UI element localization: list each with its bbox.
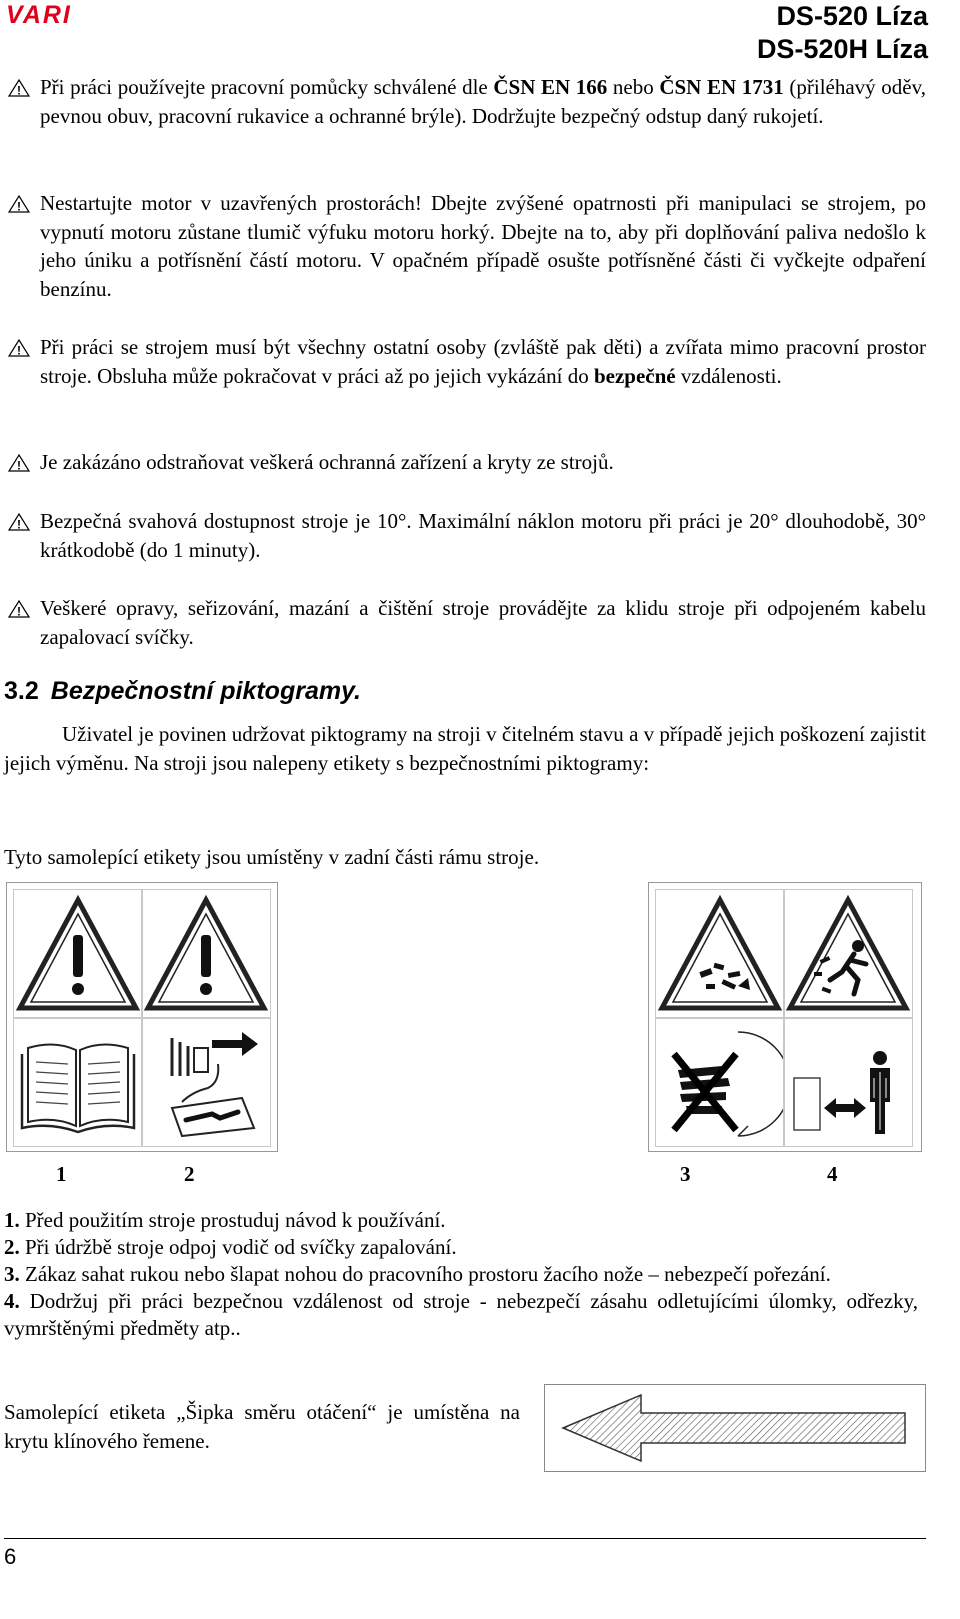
pictogram-number: 2 [184, 1162, 195, 1186]
warning-text-5: Bezpečná svahová dostupnost stroje je 10°. Maximální náklon motoru při práci je 20° dlouhodobě, 30° krátkodobě (do 1 minuty). [40, 509, 926, 562]
warning-text-4: Je zakázáno odstraňovat veškerá ochranná zařízení a kryty ze strojů. [40, 450, 614, 474]
page-number: 6 [4, 1544, 17, 1569]
warning-triangle-icon [8, 339, 30, 357]
location-paragraph: Tyto samolepící etikety jsou umístěny v zadní části rámu stroje. [4, 845, 540, 869]
person-distance-icon [784, 1018, 912, 1146]
warning-triangle-icon [142, 890, 270, 1018]
explanation-item: 4. Dodržuj při práci bezpečnou vzdálenost od stroje - nebezpečí zásahu odletujícími úlomky, odřezky, vymrštěnými předměty atp.. [4, 1289, 918, 1340]
warning-text-3: Při práci se strojem musí být všechny ostatní osoby (zvláště pak děti) a zvířata mimo pracovní prostor stroje. Obsluha může pokračovat v práci až po jejich vykázání do bezpečné vzdálenosti. [40, 335, 926, 388]
warning-triangle-icon [8, 513, 30, 531]
warning-text-1: Při práci používejte pracovní pomůcky schválené dle ČSN EN 166 nebo ČSN EN 1731 (přiléhavý oděv, pevnou obuv, pracovní rukavice a ochranné brýle). Dodržujte bezpečný odstup daný rukojetí. [40, 75, 926, 128]
explanation-item: 3. Zákaz sahat rukou nebo šlapat nohou do pracovního prostoru žacího nože – nebezpečí pořezání. [4, 1262, 831, 1286]
warning-triangle-icon [8, 195, 30, 213]
rotation-arrow-icon [545, 1385, 925, 1471]
pictogram-number: 1 [56, 1162, 67, 1186]
section-heading [4, 674, 361, 708]
svg-text:!: ! [17, 604, 21, 618]
explanation-item: 1. Před použitím stroje prostuduj návod k používání. [4, 1208, 446, 1232]
pictogram-label-1-2 [6, 882, 278, 1152]
svg-text:!: ! [17, 83, 21, 97]
explanation-item: 2. Při údržbě stroje odpoj vodič od svíčky zapalování. [4, 1235, 457, 1259]
model-title [757, 0, 928, 66]
thrown-debris-triangle-icon [656, 890, 784, 1018]
pictogram-cell [655, 889, 785, 1019]
warning-paragraph-4 [8, 448, 926, 477]
warning-triangle-icon [8, 454, 30, 472]
svg-text:!: ! [17, 343, 21, 357]
pictogram-cell [655, 1017, 785, 1147]
svg-text:!: ! [17, 517, 21, 531]
svg-text:!: ! [17, 199, 21, 213]
warning-triangle-icon [14, 890, 142, 1018]
pictogram-cell [783, 1017, 913, 1147]
warning-triangle-icon [8, 79, 30, 97]
arrow-label-box [544, 1384, 926, 1472]
warning-text-2: Nestartujte motor v uzavřených prostorách! Dbejte zvýšené opatrnosti při manipulaci se strojem, po vypnutí motoru zůstane tlumič výfuku motoru horký. Dbejte na to, aby při doplňování paliva nedošlo k jeho úniku a potřísnění částí motoru. V opačném případě osušte potřísněné části či vyčkejte odpaření benzínu. [40, 191, 926, 301]
svg-text:!: ! [17, 458, 21, 472]
footer-rule [4, 1538, 926, 1539]
pictogram-explanations [4, 1207, 918, 1342]
model-line-2: DS-520H Líza [756, 34, 928, 64]
warning-paragraph-3 [8, 333, 926, 390]
section-number: 3.2 [4, 677, 39, 705]
model-line-1: DS-520 Líza [776, 1, 928, 31]
pictogram-cell [141, 1017, 271, 1147]
warning-triangle-icon [8, 600, 30, 618]
pictogram-number: 4 [827, 1162, 838, 1186]
warning-paragraph-5 [8, 507, 926, 564]
pictogram-cell [13, 1017, 143, 1147]
section-title: Bezpečnostní piktogramy. [50, 677, 362, 705]
spark-plug-wrench-icon [142, 1018, 270, 1146]
warning-text-6: Veškeré opravy, seřizování, mazání a čištění stroje provádějte za klidu stroje při odpojeném kabelu zapalovací svíčky. [40, 596, 926, 649]
vari-logo: VARI [6, 1, 72, 29]
pictogram-cell [13, 889, 143, 1019]
pictogram-number: 3 [680, 1162, 691, 1186]
runner-hit-triangle-icon [784, 890, 912, 1018]
intro-paragraph: Uživatel je povinen udržovat piktogramy na stroji v čitelném stavu a v případě jejich poškození zajistit jejich výměnu. Na stroji jsou nalepeny etikety s bezpečnostními piktogramy: [4, 722, 926, 775]
arrow-label-text: Samolepící etiketa „Šipka směru otáčení“ je umístěna na krytu klínového řemene. [4, 1400, 520, 1453]
open-book-icon [14, 1018, 142, 1146]
pictogram-cell [141, 889, 271, 1019]
pictogram-cell [783, 889, 913, 1019]
no-hand-blade-icon [656, 1018, 784, 1146]
warning-paragraph-6 [8, 594, 926, 651]
warning-paragraph-2 [8, 189, 926, 303]
warning-paragraph-1 [8, 73, 926, 130]
pictogram-label-3-4 [648, 882, 922, 1152]
